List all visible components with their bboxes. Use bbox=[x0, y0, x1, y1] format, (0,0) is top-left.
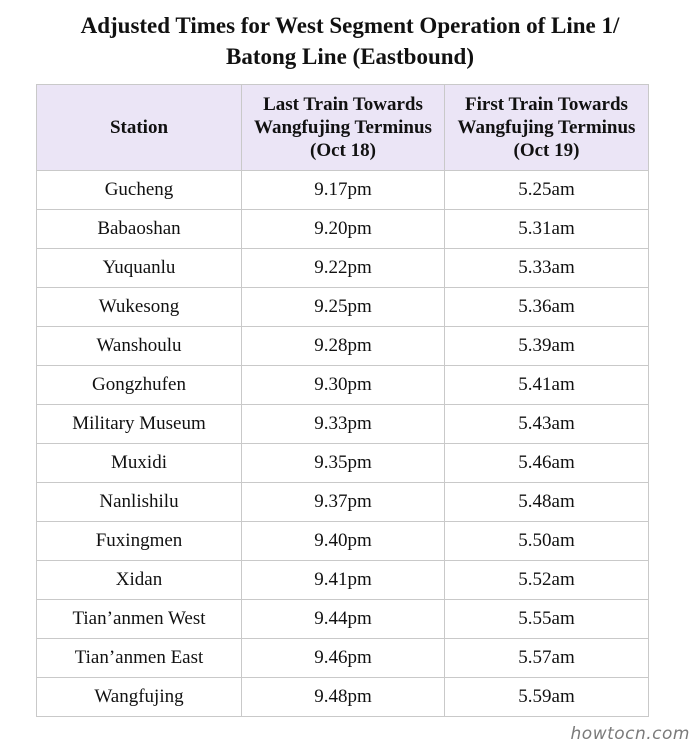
last-train-time: 9.17pm bbox=[242, 171, 445, 210]
station-name: Gongzhufen bbox=[37, 366, 242, 405]
table-row bbox=[37, 444, 649, 483]
last-train-time: 9.46pm bbox=[242, 639, 445, 678]
station-name: Wangfujing bbox=[37, 678, 242, 717]
first-train-time: 5.41am bbox=[445, 366, 649, 405]
header-row bbox=[37, 85, 649, 171]
first-train-time: 5.55am bbox=[445, 600, 649, 639]
first-train-time: 5.59am bbox=[445, 678, 649, 717]
table-row bbox=[37, 366, 649, 405]
last-train-time: 9.35pm bbox=[242, 444, 445, 483]
table-row bbox=[37, 405, 649, 444]
station-name: Nanlishilu bbox=[37, 483, 242, 522]
first-train-time: 5.39am bbox=[445, 327, 649, 366]
last-train-time: 9.37pm bbox=[242, 483, 445, 522]
title-line-1: Adjusted Times for West Segment Operation of Line 1/ bbox=[80, 13, 620, 38]
first-train-time: 5.48am bbox=[445, 483, 649, 522]
station-name: Tian’anmen West bbox=[37, 600, 242, 639]
schedule-table bbox=[36, 84, 649, 717]
first-train-time: 5.25am bbox=[445, 171, 649, 210]
first-train-time: 5.46am bbox=[445, 444, 649, 483]
table-row bbox=[37, 561, 649, 600]
table-row bbox=[37, 171, 649, 210]
first-train-time: 5.33am bbox=[445, 249, 649, 288]
last-train-time: 9.44pm bbox=[242, 600, 445, 639]
last-train-time: 9.28pm bbox=[242, 327, 445, 366]
table-row bbox=[37, 678, 649, 717]
table-header bbox=[37, 85, 649, 171]
header-last-train: Last Train Towards Wangfujing Terminus (Oct 18) bbox=[242, 85, 445, 171]
station-name: Fuxingmen bbox=[37, 522, 242, 561]
table-row bbox=[37, 288, 649, 327]
first-train-time: 5.36am bbox=[445, 288, 649, 327]
station-name: Xidan bbox=[37, 561, 242, 600]
title-line-2: Batong Line (Eastbound) bbox=[226, 44, 474, 69]
header-first-train: First Train Towards Wangfujing Terminus (Oct 19) bbox=[445, 85, 649, 171]
header-station: Station bbox=[37, 85, 242, 171]
last-train-time: 9.48pm bbox=[242, 678, 445, 717]
first-train-time: 5.52am bbox=[445, 561, 649, 600]
station-name: Yuquanlu bbox=[37, 249, 242, 288]
table-row bbox=[37, 600, 649, 639]
last-train-time: 9.20pm bbox=[242, 210, 445, 249]
table-row bbox=[37, 210, 649, 249]
station-name: Gucheng bbox=[37, 171, 242, 210]
last-train-time: 9.30pm bbox=[242, 366, 445, 405]
first-train-time: 5.57am bbox=[445, 639, 649, 678]
table-row bbox=[37, 639, 649, 678]
table-body bbox=[37, 171, 649, 717]
last-train-time: 9.40pm bbox=[242, 522, 445, 561]
station-name: Muxidi bbox=[37, 444, 242, 483]
table-row bbox=[37, 522, 649, 561]
first-train-time: 5.31am bbox=[445, 210, 649, 249]
station-name: Wukesong bbox=[37, 288, 242, 327]
last-train-time: 9.33pm bbox=[242, 405, 445, 444]
last-train-time: 9.22pm bbox=[242, 249, 445, 288]
station-name: Wanshoulu bbox=[37, 327, 242, 366]
watermark: howtocn.com bbox=[570, 724, 690, 744]
first-train-time: 5.50am bbox=[445, 522, 649, 561]
table-row bbox=[37, 483, 649, 522]
station-name: Babaoshan bbox=[37, 210, 242, 249]
last-train-time: 9.41pm bbox=[242, 561, 445, 600]
table-row bbox=[37, 327, 649, 366]
last-train-time: 9.25pm bbox=[242, 288, 445, 327]
station-name: Tian’anmen East bbox=[37, 639, 242, 678]
table-row bbox=[37, 249, 649, 288]
first-train-time: 5.43am bbox=[445, 405, 649, 444]
page-title bbox=[0, 10, 700, 72]
station-name: Military Museum bbox=[37, 405, 242, 444]
